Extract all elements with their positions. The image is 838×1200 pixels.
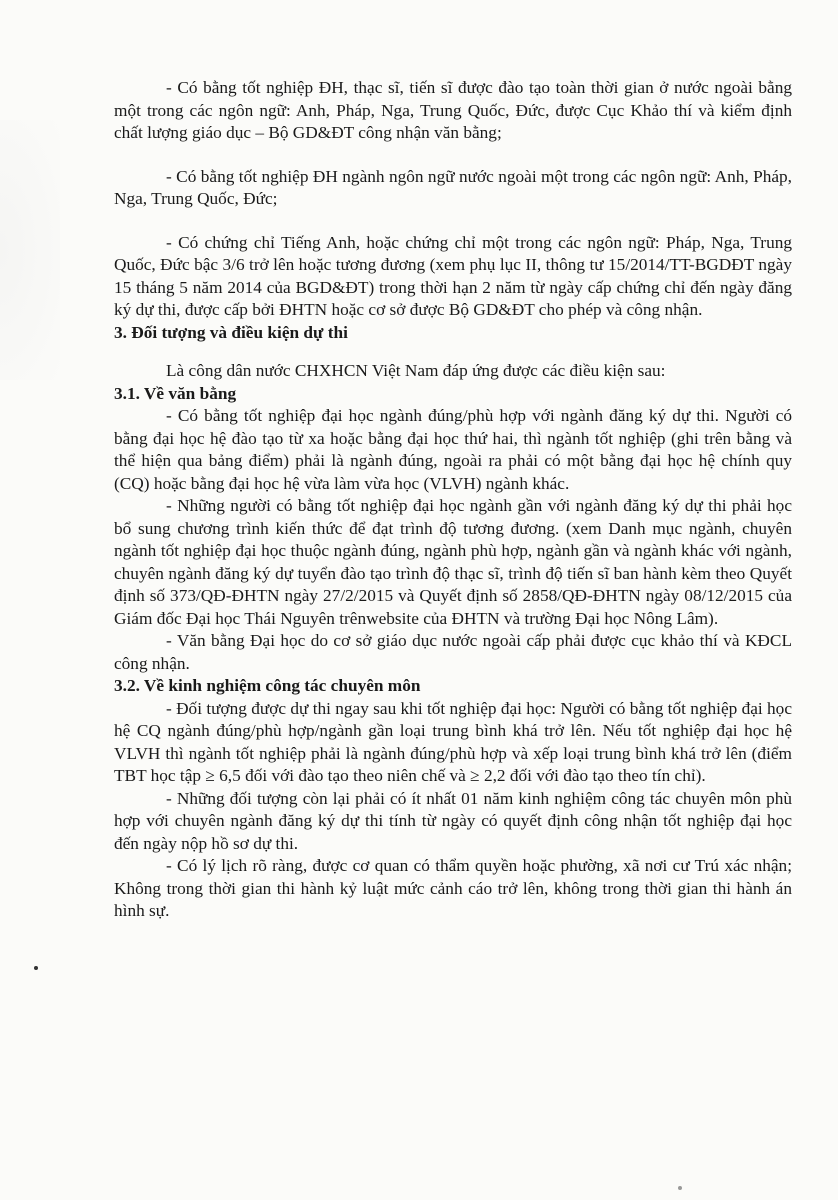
paragraph: - Có bằng tốt nghiệp ĐH, thạc sĩ, tiến sĩ được đào tạo toàn thời gian ở nước ngoài bằng một trong các ngôn ngữ: Anh, Pháp, Nga, Trung Quốc, Đức, được Cục Khảo thí và kiểm định chất lượng giáo dục – Bộ GD&ĐT công nhận văn bằng; — [114, 78, 792, 142]
paragraph: - Có bằng tốt nghiệp ĐH ngành ngôn ngữ nước ngoài một trong các ngôn ngữ: Anh, Pháp, Nga, Trung Quốc, Đức; — [114, 166, 792, 208]
list-item: - Những đối tượng còn lại phải có ít nhất 01 năm kinh nghiệm công tác chuyên môn phù hợp với chuyên ngành đăng ký dự thi tính từ ngày có quyết định công nhận tốt nghiệp đại học đến ngày nộp hồ sơ dự thi. — [114, 788, 792, 853]
scan-speck — [678, 1186, 682, 1190]
subsection-heading: 3.2. Về kinh nghiệm công tác chuyên môn — [114, 676, 421, 695]
list-item: - Có bằng tốt nghiệp đại học ngành đúng/phù hợp với ngành đăng ký dự thi. Người có bằng đại học hệ đào tạo từ xa hoặc bằng đại học thứ hai, thì ngành tốt nghiệp (ghi trên bằng và thể hiện qua bảng điểm) phải là ngành đúng, ngoài ra phải có một bằng đại học hệ chính quy (CQ) hoặc bằng đại học hệ vừa làm vừa học (VLVH) ngành khác. — [114, 406, 792, 493]
list-item: - Những người có bằng tốt nghiệp đại học ngành gần với ngành đăng ký dự thi phải học bổ sung chương trình kiến thức để đạt trình độ tương đương. (xem Danh mục ngành, chuyên ngành tốt nghiệp đại học thuộc ngành đúng, ngành phù hợp, ngành gần và ngành khác với ngành, chuyên ngành đăng ký dự tuyển đào tạo trình độ thạc sĩ, trình độ tiến sĩ ban hành kèm theo Quyết định số 373/QĐ-ĐHTN ngày 27/2/2015 và Quyết định số 2858/QĐ-ĐHTN ngày 08/12/2015 của Giám đốc Đại học Thái Nguyên trênwebsite của ĐHTN và trường Đại học Nông Lâm). — [114, 496, 792, 628]
scan-speck — [34, 966, 38, 970]
paragraph: - Có chứng chỉ Tiếng Anh, hoặc chứng chỉ một trong các ngôn ngữ: Pháp, Nga, Trung Quốc, Đức bậc 3/6 trở lên hoặc tương đương (xem phụ lục II, thông tư 15/2014/TT-BGDĐT ngày 15 tháng 5 năm 2014 của BGD&ĐT) trong thời hạn 2 năm từ ngày cấp chứng chỉ đến ngày đăng ký dự thi, được cấp bởi ĐHTN hoặc cơ sở được Bộ GD&ĐT cho phép và công nhận. — [114, 232, 792, 319]
section-intro: Là công dân nước CHXHCN Việt Nam đáp ứng được các điều kiện sau: — [166, 361, 666, 380]
list-item: - Đối tượng được dự thi ngay sau khi tốt nghiệp đại học: Người có bằng tốt nghiệp đại học hệ CQ ngành đúng/phù hợp/ngành gần loại trung bình khá trở lên. Nếu tốt nghiệp đại học hệ VLVH thì ngành tốt nghiệp phải là ngành đúng/phù hợp và xếp loại trung bình khá trở lên (điểm TBT học tập ≥ 6,5 đối với đào tạo theo niên chế và ≥ 2,2 đối với đào tạo theo tín chỉ). — [114, 698, 792, 785]
scan-shadow — [0, 120, 60, 380]
subsection-heading: 3.1. Về văn bằng — [114, 383, 237, 403]
document-page — [114, 77, 792, 923]
list-item: - Văn bằng Đại học do cơ sở giáo dục nước ngoài cấp phải được cục khảo thí và KĐCL công nhận. — [114, 631, 792, 673]
list-item: - Có lý lịch rõ ràng, được cơ quan có thẩm quyền hoặc phường, xã nơi cư Trú xác nhận; Không trong thời gian thi hành kỷ luật mức cảnh cáo trở lên, không trong thời gian thi hành án hình sự. — [114, 856, 792, 920]
section-heading: 3. Đối tượng và điều kiện dự thi — [114, 322, 348, 342]
